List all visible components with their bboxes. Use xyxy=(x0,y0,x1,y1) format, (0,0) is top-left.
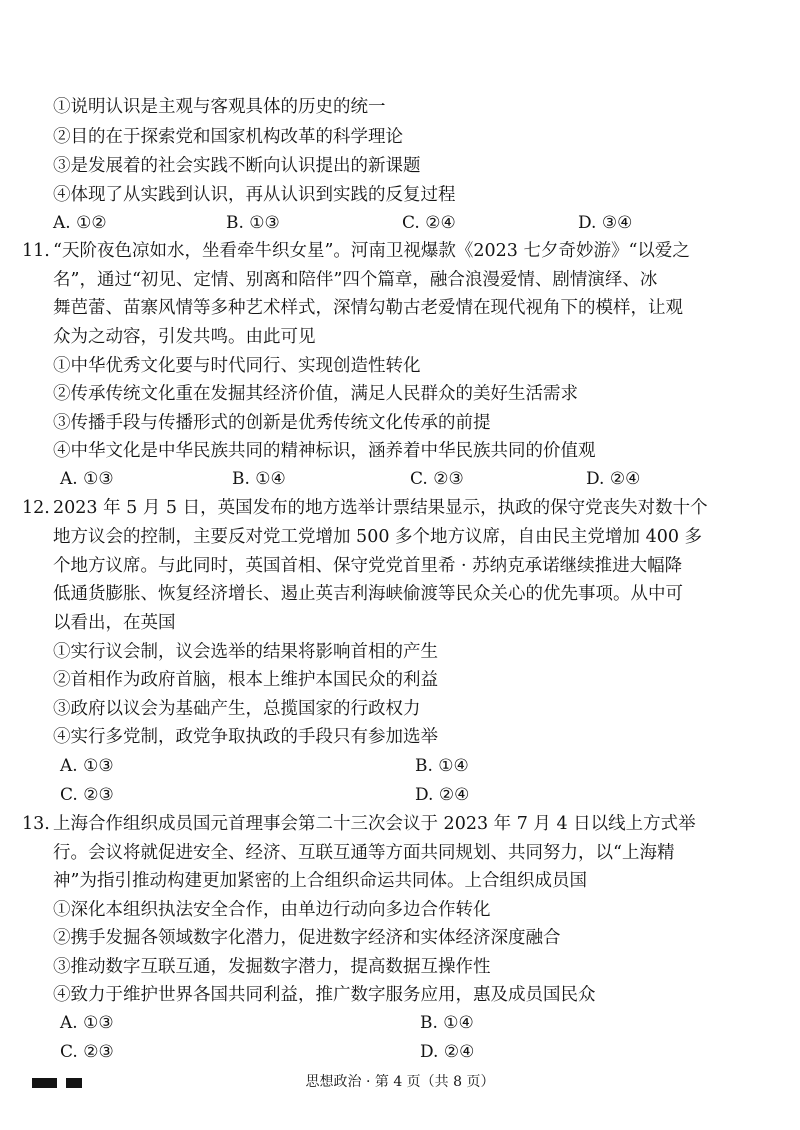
q10-option-a: A. ①② xyxy=(53,213,107,233)
q12-statement-2: ②首相作为政府首脑，根本上维护本国民众的利益 xyxy=(53,670,438,690)
q10-statement-2: ②目的在于探索党和国家机构改革的科学理论 xyxy=(53,127,403,147)
q13-stem-line-1: 上海合作组织成员国元首理事会第二十三次会议于 2023 年 7 月 4 日以线上方式举 xyxy=(53,814,696,834)
q11-statement-3: ③传播手段与传播形式的创新是优秀传统文化传承的前提 xyxy=(53,413,491,433)
q12-stem-line-1: 2023 年 5 月 5 日，英国发布的地方选举计票结果显示，执政的保守党丧失对数十个 xyxy=(53,498,708,518)
q11-statement-2: ②传承传统文化重在发掘其经济价值，满足人民群众的美好生活需求 xyxy=(53,384,578,404)
q12-option-c: C. ②③ xyxy=(60,785,114,805)
q12-option-b: B. ①④ xyxy=(415,756,469,776)
q12-option-d: D. ②④ xyxy=(415,785,470,805)
q13-statement-4: ④致力于维护世界各国共同利益，推广数字服务应用，惠及成员国民众 xyxy=(53,985,596,1005)
q10-option-b: B. ①③ xyxy=(226,213,280,233)
q12-stem-line-4: 低通货膨胀、恢复经济增长、遏止英吉利海峡偷渡等民众关心的优先事项。从中可 xyxy=(53,584,683,604)
q13-statement-3: ③推动数字互联互通，发掘数字潜力，提高数据互操作性 xyxy=(53,957,491,977)
q12-stem-line-5: 以看出，在英国 xyxy=(53,613,176,633)
q10-statement-1: ①说明认识是主观与客观具体的历史的统一 xyxy=(53,97,386,117)
q13-stem-line-3: 神”为指引推动构建更加紧密的上合组织命运共同体。上合组织成员国 xyxy=(53,871,587,891)
q12-option-a: A. ①③ xyxy=(60,756,114,776)
q11-statement-1: ①中华优秀文化要与时代同行、实现创造性转化 xyxy=(53,356,421,376)
q11-option-a: A. ①③ xyxy=(60,469,114,489)
q10-statement-4: ④体现了从实践到认识，再从认识到实践的反复过程 xyxy=(53,185,456,205)
q13-option-b: B. ①④ xyxy=(420,1013,474,1033)
q13-option-c: C. ②③ xyxy=(60,1042,114,1062)
q13-option-a: A. ①③ xyxy=(60,1013,114,1033)
q12-statement-3: ③政府以议会为基础产生，总揽国家的行政权力 xyxy=(53,699,421,719)
q10-statement-3: ③是发展着的社会实践不断向认识提出的新课题 xyxy=(53,156,421,176)
q10-option-d: D. ③④ xyxy=(578,213,633,233)
q11-number: 11. xyxy=(22,241,50,261)
q13-number: 13. xyxy=(22,814,50,834)
page-footer: 思想政治 · 第 4 页（共 8 页） xyxy=(305,1074,495,1090)
q12-stem-line-2: 地方议会的控制，主要反对党工党增加 500 多个地方议席，自由民主党增加 400 多 xyxy=(53,527,703,547)
q11-stem-line-2: 名”，通过“初见、定情、别离和陪伴”四个篇章，融合浪漫爱情、剧情演绎、冰 xyxy=(53,270,658,290)
q13-statement-2: ②携手发掘各领域数字化潜力，促进数字经济和实体经济深度融合 xyxy=(53,928,561,948)
q12-number: 12. xyxy=(22,498,50,518)
q11-option-c: C. ②③ xyxy=(410,469,464,489)
q10-option-c: C. ②④ xyxy=(402,213,456,233)
q11-stem-line-3: 舞芭蕾、苗寨风情等多种艺术样式，深情勾勒古老爱情在现代视角下的模样，让观 xyxy=(53,298,683,318)
q13-option-d: D. ②④ xyxy=(420,1042,475,1062)
q11-option-b: B. ①④ xyxy=(232,469,286,489)
q13-stem-line-2: 行。会议将就促进安全、经济、互联互通等方面共同规划、共同努力，以“上海精 xyxy=(53,843,675,863)
q12-statement-1: ①实行议会制，议会选举的结果将影响首相的产生 xyxy=(53,642,438,662)
q12-statement-4: ④实行多党制，政党争取执政的手段只有参加选举 xyxy=(53,727,438,747)
q13-statement-1: ①深化本组织执法安全合作，由单边行动向多边合作转化 xyxy=(53,900,491,920)
q11-statement-4: ④中华文化是中华民族共同的精神标识，涵养着中华民族共同的价值观 xyxy=(53,441,596,461)
q11-option-d: D. ②④ xyxy=(586,469,641,489)
q11-stem-line-1: “天阶夜色凉如水，坐看牵牛织女星”。河南卫视爆款《2023 七夕奇妙游》“以爱之 xyxy=(53,241,690,261)
q11-stem-line-4: 众为之动容，引发共鸣。由此可见 xyxy=(53,327,316,347)
q12-stem-line-3: 个地方议席。与此同时，英国首相、保守党党首里希 · 苏纳克承诺继续推进大幅降 xyxy=(53,556,683,576)
